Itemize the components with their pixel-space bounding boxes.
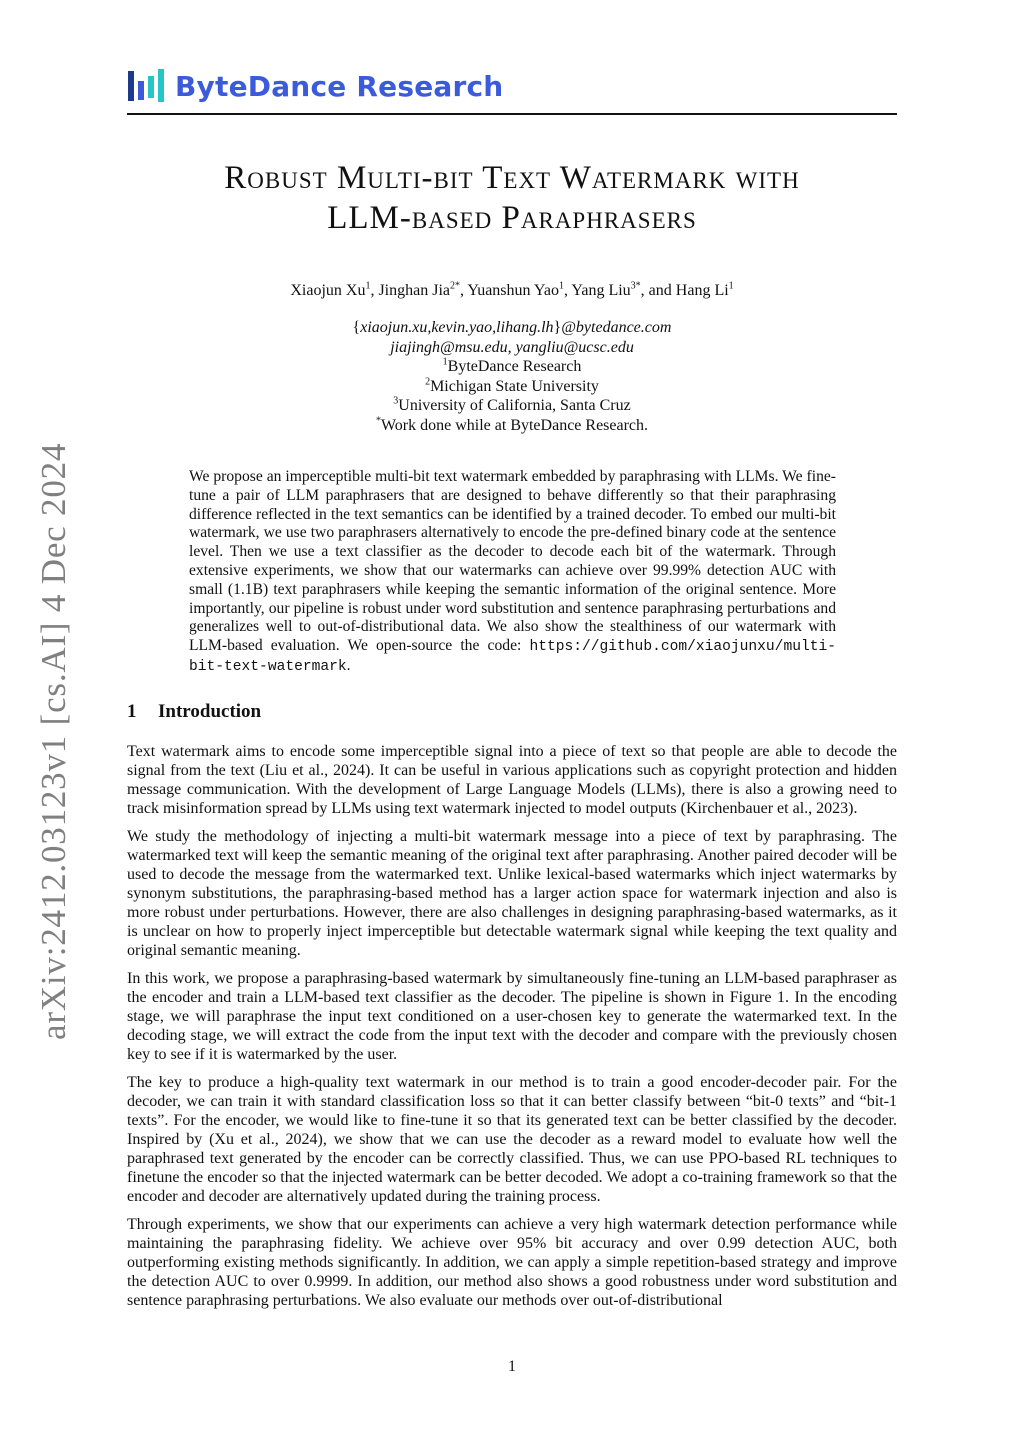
section-number: 1: [127, 701, 137, 722]
email-line-1: [127, 318, 897, 338]
author-separator: ,: [563, 282, 572, 299]
bytedance-bars-icon: [127, 68, 167, 104]
author-name: Yuanshun Yao: [467, 282, 559, 299]
affiliation-mark: 1: [442, 356, 448, 368]
abstract-end: .: [346, 656, 351, 674]
author-list: [127, 281, 897, 301]
author-separator: ,: [460, 282, 468, 299]
author-mark: 1: [558, 280, 564, 292]
paragraph: The key to produce a high-quality text watermark in our method is to train a good encoder-decoder pair. For the decoder, we can train it with standard classification loss so that it can better classify between “bit-0 texts” and “bit-1 texts”. For the encoder, we would like to fine-tune it so that its generated text can be better classified by the decoder. Inspired by (Xu et al., 2024), we show that we can use the decoder as a reward model to evaluate how well the paraphrased text generated by the encoder can be correctly classified. Thus, we can use PPO-based RL techniques to finetune the encoder so that the injected watermark can be better decoded. We adopt a co-training framework so that the encoder and decoder are alternatively updated during the training process.: [127, 1074, 897, 1205]
affiliation-line: [127, 377, 897, 397]
title-line-1: Robust Multi-bit Text Watermark with: [224, 160, 800, 196]
affiliation-text: ByteDance Research: [447, 358, 582, 376]
logo-text: ByteDance Research: [175, 69, 504, 103]
author-name: Xiaojun Xu: [290, 282, 366, 299]
abstract: [189, 468, 836, 677]
code-link[interactable]: https://github.com/xiaojunxu/multi-bit-text-watermark: [189, 639, 836, 675]
introduction-body: [127, 742, 897, 1319]
brace-close: }: [553, 319, 562, 336]
paragraph: Text watermark aims to encode some imperceptible signal into a piece of text so that people are able to decode the signal from the text (Liu et al., 2024). It can be useful in various applications such as copyright protection and hidden message communication. With the development of Large Language Models (LLMs), there is also a growing need to track misinformation spread by LLMs using text watermark injected to model outputs (Kirchenbauer et al., 2023).: [127, 743, 897, 817]
affiliation-line: [127, 416, 897, 436]
author-mark: 3*: [630, 280, 641, 292]
brace-open: {: [352, 319, 361, 336]
author-separator: , and: [640, 282, 676, 299]
affiliation-mark: 3: [393, 396, 399, 408]
paper-title: [127, 158, 897, 238]
affiliation-mark: 2: [425, 376, 431, 388]
section-heading: [127, 700, 261, 724]
author-separator: ,: [370, 282, 379, 299]
abstract-text: We propose an imperceptible multi-bit text watermark embedded by paraphrasing with LLMs. We fine-tune a pair of LLM paraphrasers that are designed to behave differently so that their paraphrasing difference reflected in the text semantics can be identified by a trained decoder. To embed our multi-bit watermark, we use two paraphrasers alternatively to encode the pre-defined binary code at the sentence level. Then we use a text classifier as the decoder to decode each bit of the watermark. Through extensive experiments, we show that our watermarks can achieve over 99.99% detection AUC with small (1.1B) text paraphrasers while keeping the semantic information of the original sentence. More importantly, our pipeline is robust under word substitution and sentence paraphrasing perturbations and generalizes well to out-of-distributional data. We also show the stealthiness of our watermark with LLM-based evaluation. We open-source the code:: [189, 468, 836, 655]
affiliations-block: [127, 318, 897, 436]
email-domain: @bytedance.com: [561, 319, 672, 336]
header-divider: [127, 113, 897, 115]
paragraph: Through experiments, we show that our experiments can achieve a very high watermark detection performance while maintaining the paraphrasing fidelity. We achieve over 95% bit accuracy and over 0.99 detection AUC, both outperforming existing methods significantly. In addition, we can apply a simple repetition-based strategy and improve the detection AUC to over 0.9999. In addition, our method also shows a good robustness under word substitution and sentence paraphrasing perturbations. We also evaluate our methods over out-of-distributional: [127, 1216, 897, 1309]
email-usernames: xiaojun.xu,kevin.yao,lihang.lh: [360, 319, 554, 336]
title-line-2: LLM-based Paraphrasers: [327, 200, 697, 236]
affiliation-text: Michigan State University: [430, 377, 599, 395]
paragraph: In this work, we propose a paraphrasing-based watermark by simultaneously fine-tuning an LLM-based paraphraser as the encoder and train a LLM-based text classifier as the decoder. The pipeline is shown in Figure 1. In the encoding stage, we will paraphrase the input text conditioned on a user-chosen key to generate the watermarked text. In the decoding stage, we will extract the code from the input text with the decoder and compare with the previously chosen key to see if it is watermarked by the user.: [127, 970, 897, 1063]
author-mark: 2*: [450, 280, 460, 292]
author-name: Yang Liu: [571, 282, 631, 299]
arxiv-identifier: arXiv:2412.03123v1 [cs.AI] 4 Dec 2024: [34, 442, 73, 1040]
page-number: 1: [508, 1358, 516, 1375]
author-mark: 1: [728, 280, 734, 292]
affiliation-text: University of California, Santa Cruz: [398, 397, 631, 415]
header-logo: [127, 68, 503, 104]
email-line-2: jiajingh@msu.edu, yangliu@ucsc.edu: [390, 338, 634, 356]
affiliation-line: [127, 357, 897, 377]
author-name: Hang Li: [675, 282, 729, 299]
author-mark: 1: [365, 280, 371, 292]
affiliation-line: [127, 396, 897, 416]
affiliation-text: Work done while at ByteDance Research.: [380, 416, 649, 434]
affiliation-mark: *: [375, 415, 381, 427]
author-name: Jinghan Jia: [378, 282, 450, 299]
paragraph: We study the methodology of injecting a multi-bit watermark message into a piece of text by paraphrasing. The watermarked text will keep the semantic meaning of the original text after paraphrasing. Another paired decoder will be used to decode the message from the watermarked text. Unlike lexical-based watermarks which inject watermarks by synonym substitutions, the paraphrasing-based method has a larger action space for watermark injection and also is more robust under perturbations. However, there are also challenges in designing paraphrasing-based watermarks, as it is unclear on how to properly inject imperceptible but detectable watermark signal while keeping the text quality and original semantic meaning.: [127, 828, 897, 959]
section-title: Introduction: [158, 701, 262, 722]
